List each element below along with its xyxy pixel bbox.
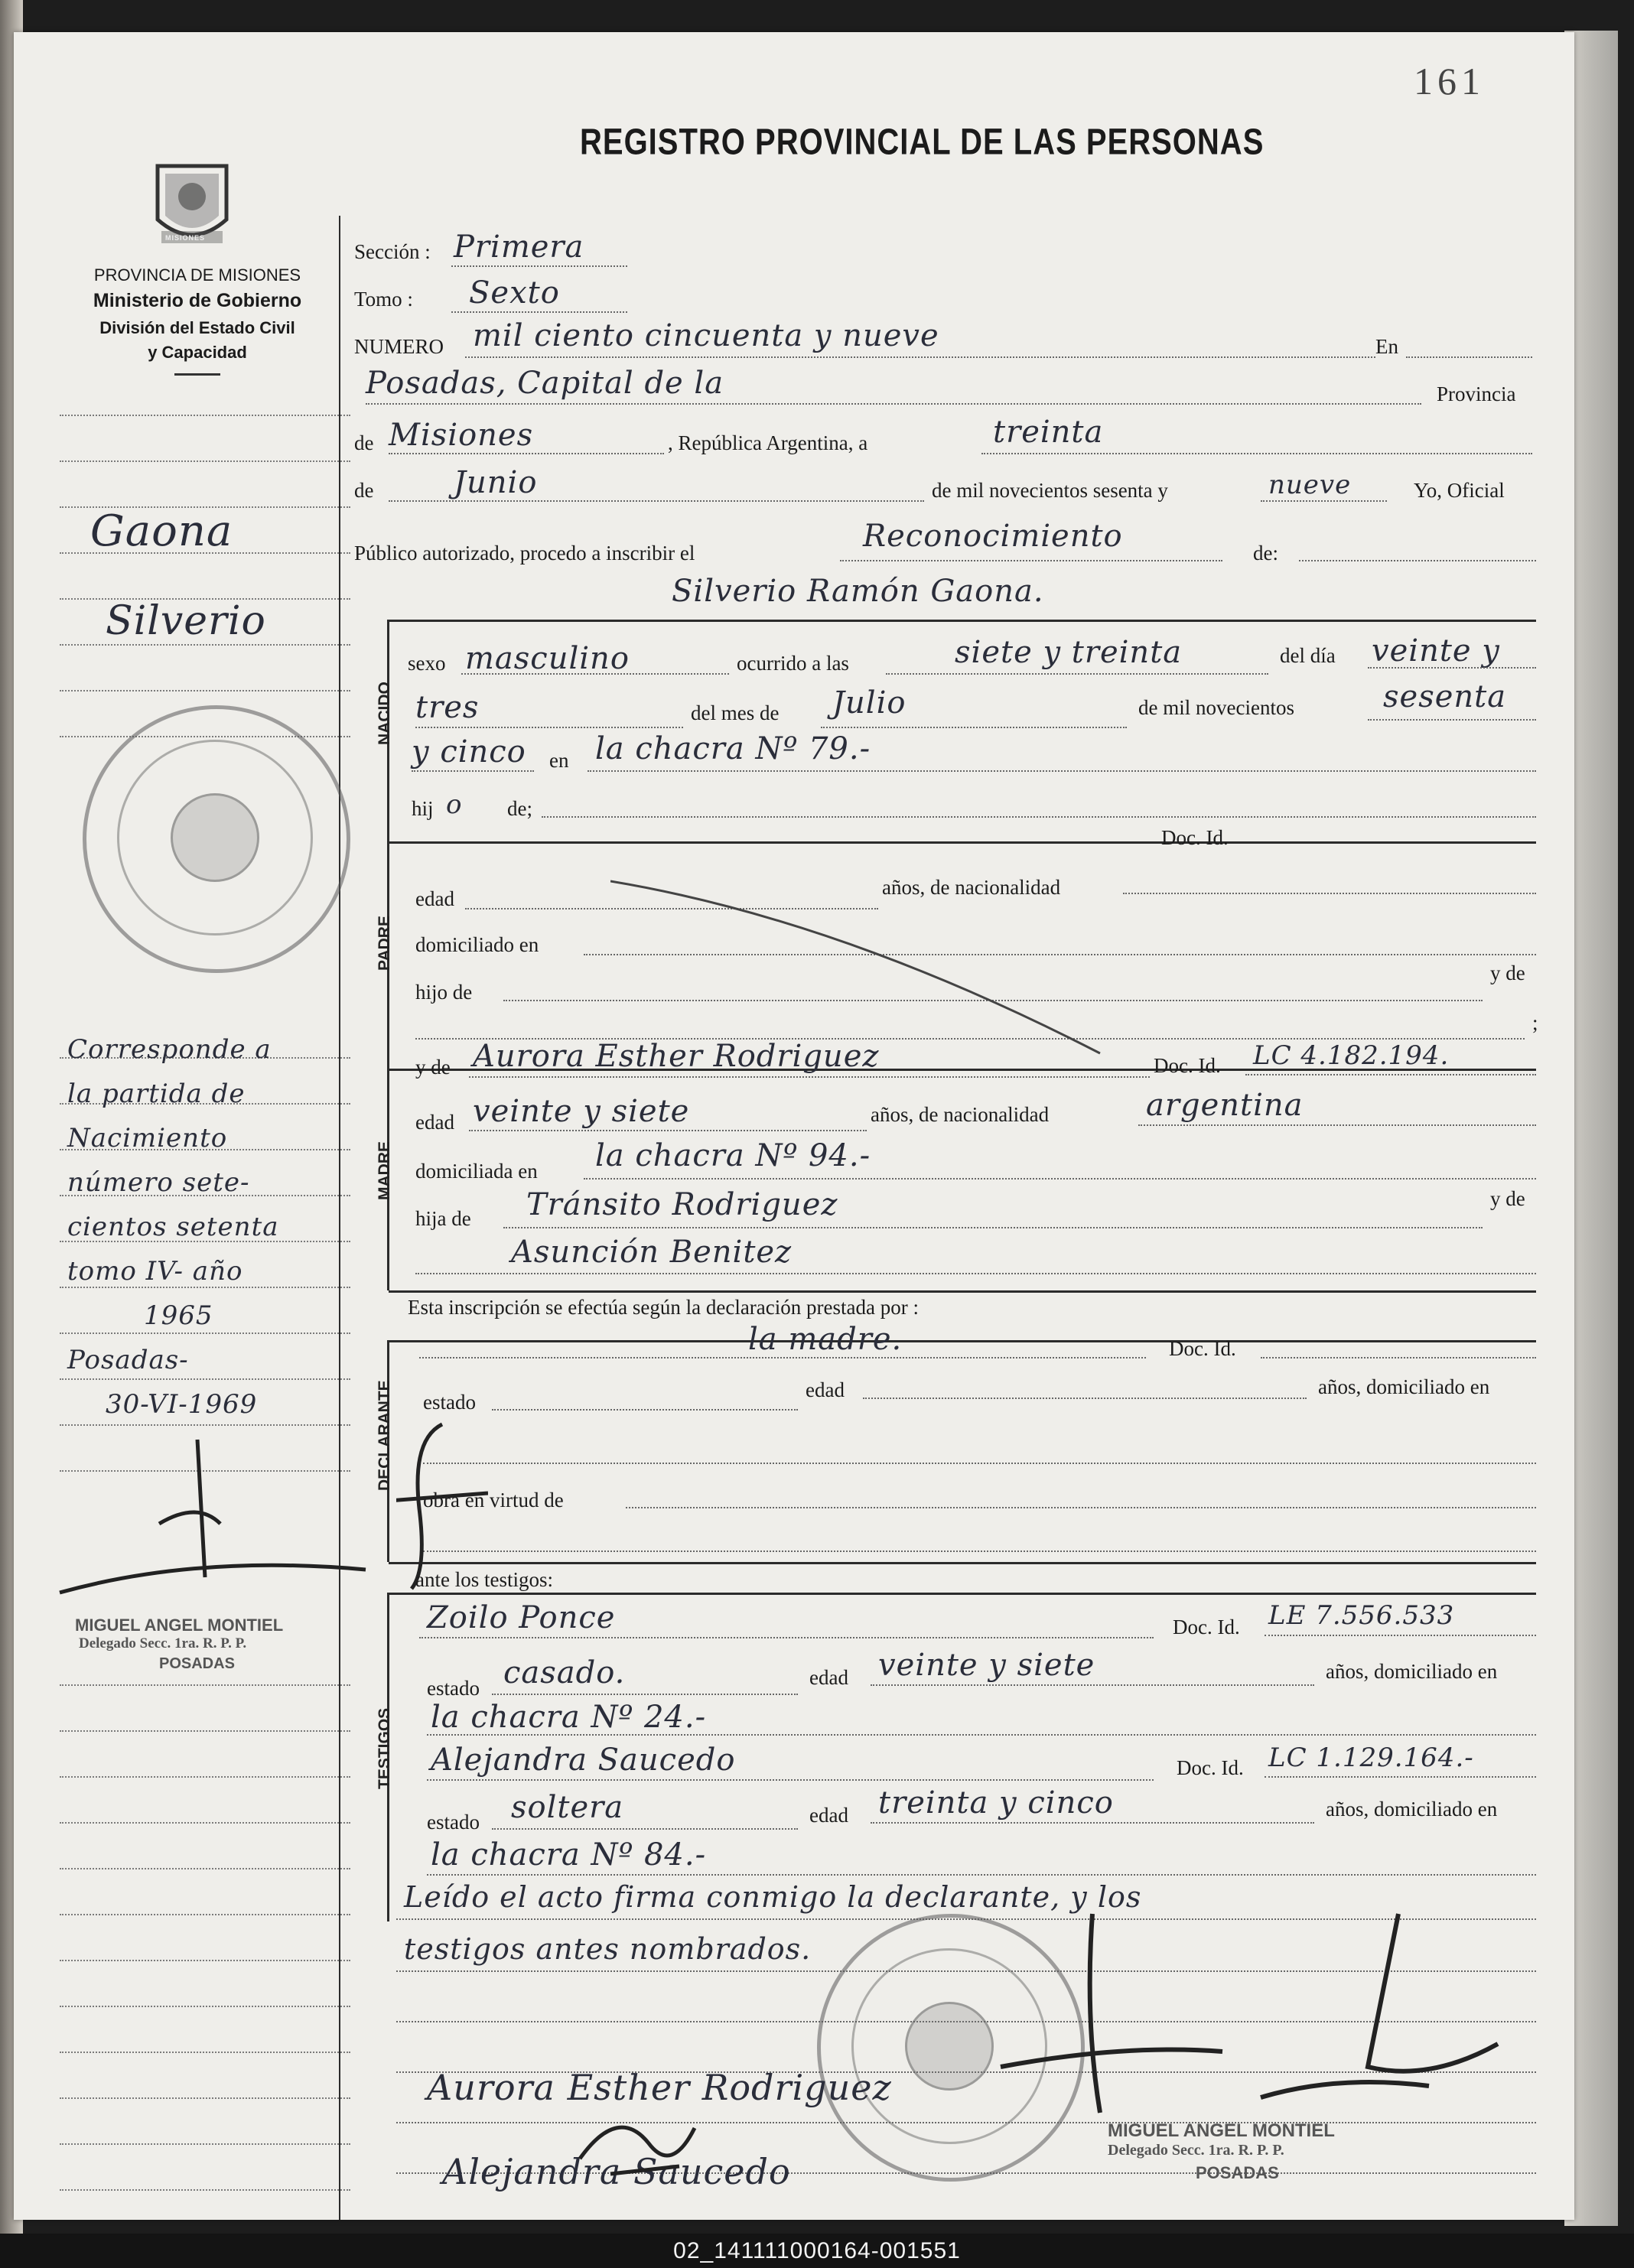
testigo2-domicilio-label: años, domiciliado en (1326, 1798, 1498, 1821)
margin-stamp-official: MIGUEL ANGEL MONTIEL (75, 1616, 284, 1635)
declarante-edad-label: edad (806, 1378, 845, 1401)
margin-signature-icon (44, 1409, 381, 1623)
publico-label: Público autorizado, procedo a inscribir el (354, 542, 695, 565)
provincia-value: Misiones (389, 418, 534, 453)
fecha-dia-value: treinta (993, 415, 1104, 450)
hij-label: hij (412, 797, 434, 820)
de3-label: de: (1253, 542, 1278, 565)
closing-line-2: testigos antes nombrados. (404, 1932, 812, 1966)
delmes-label: del mes de (691, 701, 780, 724)
signature-witness: Alejandra Saucedo (442, 2151, 791, 2192)
testigo1-edad-value: veinte y siete (878, 1648, 1095, 1683)
madre-hija-label: hija de (415, 1207, 471, 1230)
hij-value: o (446, 789, 463, 820)
division-name-2: y Capacidad (148, 343, 247, 362)
anio-label: de mil novecientos sesenta y (932, 479, 1168, 502)
image-id-footer: 02_141111000164-001551 (0, 2234, 1634, 2268)
tomo-value: Sexto (469, 275, 560, 311)
nacido-doc-label: Doc. Id. (1161, 826, 1229, 849)
testigo1-nombre: Zoilo Ponce (427, 1600, 616, 1635)
testigo1-domicilio-label: años, domiciliado en (1326, 1660, 1498, 1683)
testigo2-doc-label: Doc. Id. (1177, 1756, 1244, 1779)
madre-nombre-value: Aurora Esther Rodriguez (473, 1039, 880, 1074)
declarante-estado-label: estado (423, 1391, 476, 1414)
numero-label: NUMERO (354, 335, 444, 358)
issuer-block (44, 265, 350, 376)
declarante-strike-icon (396, 1417, 488, 1593)
closing-stamp-city: POSADAS (1196, 2163, 1279, 2182)
page-number: 161 (1414, 60, 1485, 102)
fecha-anio-value: nueve (1268, 470, 1352, 500)
madre-domicilio-label: domiciliada en (415, 1160, 538, 1183)
nombre-inscripto: Silverio Ramón Gaona. (672, 574, 1044, 609)
padre-yde-label: y de (1490, 962, 1525, 984)
closing-stamp-official: MIGUEL ANGEL MONTIEL (1108, 2120, 1335, 2141)
testigo2-domicilio-value: la chacra Nº 84.- (431, 1837, 707, 1873)
page-title: REGISTRO PROVINCIAL DE LAS PERSONAS (580, 122, 1265, 163)
de-label: de (354, 431, 374, 454)
padre-strike-line-icon (610, 874, 1108, 1057)
en-label: En (1375, 335, 1398, 358)
hij-de-label: de; (507, 797, 532, 820)
nacido-side-label: NACIDO (376, 682, 393, 745)
margin-stamp-city: POSADAS (159, 1655, 235, 1672)
anio-nac-value: sesenta (1383, 679, 1507, 714)
madre-domicilio-value: la chacra Nº 94.- (595, 1138, 871, 1173)
testigo2-nombre: Alejandra Saucedo (431, 1742, 736, 1778)
seccion-label: Sección : (354, 240, 431, 263)
ocurrido-label: ocurrido a las (737, 652, 849, 675)
padre-side-label: PADRE (376, 916, 393, 971)
madre-doc-label: Doc. Id. (1154, 1054, 1221, 1077)
de2-label: de (354, 479, 374, 502)
testigo1-domicilio-value: la chacra Nº 24.- (431, 1700, 707, 1735)
numero-value: mil ciento cincuenta y nueve (473, 318, 939, 353)
declarante-value: la madre. (748, 1322, 903, 1357)
testigo2-estado-value: soltera (511, 1790, 624, 1825)
madre-doc-value: LC 4.182.194. (1253, 1040, 1450, 1071)
madre-madre-value: Asunción Benitez (511, 1235, 793, 1270)
madre-yde2-label: y de (1490, 1187, 1525, 1210)
official-round-stamp (83, 705, 350, 973)
testigo1-doc-value: LE 7.556.533 (1268, 1600, 1455, 1631)
margin-stamp-role: Delegado Secc. 1ra. R. P. P. (79, 1635, 247, 1651)
madre-yde-label: y de (415, 1056, 451, 1079)
declarante-doc-label: Doc. Id. (1169, 1337, 1236, 1360)
madre-nacionalidad-value: argentina (1146, 1088, 1304, 1123)
dia-value-2: tres (415, 690, 480, 725)
declarante-obra-label: obra en virtud de (423, 1489, 564, 1511)
padre-domicilio-label: domiciliado en (415, 933, 539, 956)
padre-semicolon: ; (1532, 1011, 1538, 1034)
testigo1-estado-value: casado. (503, 1655, 626, 1690)
tomo-label: Tomo : (354, 288, 413, 311)
anio-nac-label: de mil novecientos (1138, 696, 1294, 719)
padre-edad-label: edad (415, 887, 454, 910)
madre-edad-label: edad (415, 1111, 454, 1134)
testigos-intro: ante los testigos: (415, 1568, 553, 1591)
testigo1-doc-label: Doc. Id. (1173, 1616, 1240, 1638)
padre-nacionalidad-label: años, de nacionalidad (882, 876, 1061, 899)
declarante-side-label: DECLARANTE (376, 1380, 393, 1491)
en-nac-label: en (549, 749, 569, 772)
oficial-label: Yo, Oficial (1414, 479, 1505, 502)
declaracion-intro: Esta inscripción se efectúa según la declaración prestada por : (408, 1296, 919, 1319)
ministry-name: Ministerio de Gobierno (93, 290, 302, 311)
closing-line-1: Leído el acto firma conmigo la declarante, y los (404, 1880, 1142, 1914)
frame-top (389, 620, 1536, 622)
testigo2-edad-value: treinta y cinco (878, 1785, 1114, 1821)
closing-stamp-role: Delegado Secc. 1ra. R. P. P. (1108, 2142, 1284, 2159)
witness-signature-mark-icon (565, 2097, 702, 2189)
lugar-value: Posadas, Capital de la (366, 366, 724, 401)
testigo1-estado-label: estado (427, 1677, 480, 1700)
hora-value: siete y treinta (955, 635, 1183, 670)
testigo1-edad-label: edad (809, 1666, 848, 1689)
seccion-value: Primera (454, 229, 584, 265)
dia-value: veinte y (1372, 633, 1500, 669)
margin-surname: Gaona (90, 506, 233, 556)
madre-side-label: MADRE (376, 1141, 393, 1200)
testigo2-doc-value: LC 1.129.164.- (1268, 1742, 1474, 1773)
mes-nac-value: Julio (832, 685, 907, 721)
division-name: División del Estado Civil (99, 318, 295, 337)
madre-nacionalidad-label: años, de nacionalidad (871, 1103, 1050, 1126)
register-page (14, 32, 1574, 2220)
republica-label: , República Argentina, a (668, 431, 868, 454)
padre-hijo-label: hijo de (415, 981, 473, 1004)
madre-padre-value: Tránsito Rodriguez (526, 1187, 838, 1222)
testigo2-estado-label: estado (427, 1811, 480, 1834)
seal-label: MISIONES (165, 234, 206, 242)
provincia-label: Provincia (1437, 382, 1516, 405)
testigo2-edad-label: edad (809, 1804, 848, 1827)
province-name: PROVINCIA DE MISIONES (93, 265, 301, 285)
official-signature-icon (970, 1899, 1505, 2128)
acto-value: Reconocimiento (863, 519, 1123, 554)
testigos-side-label: TESTIGOS (376, 1707, 393, 1789)
margin-given-name: Silverio (106, 598, 266, 644)
fecha-mes-value: Junio (454, 465, 538, 500)
sexo-label: sexo (408, 652, 446, 675)
declarante-domicilio-label: años, domiciliado en (1318, 1375, 1490, 1398)
sexo-value: masculino (465, 641, 630, 676)
anio-nac-value-2: y cinco (412, 734, 526, 770)
margin-note: Corresponde a la partida de Nacimiento número sete- cientos setenta tomo IV- año 1965 Posadas- 30-VI-1969 (67, 1034, 279, 1420)
lugar-nac-value: la chacra Nº 79.- (595, 731, 871, 766)
signature-mother: Aurora Esther Rodriguez (427, 2067, 892, 2108)
madre-edad-value: veinte y siete (473, 1094, 690, 1129)
deldia-label: del día (1280, 644, 1336, 667)
